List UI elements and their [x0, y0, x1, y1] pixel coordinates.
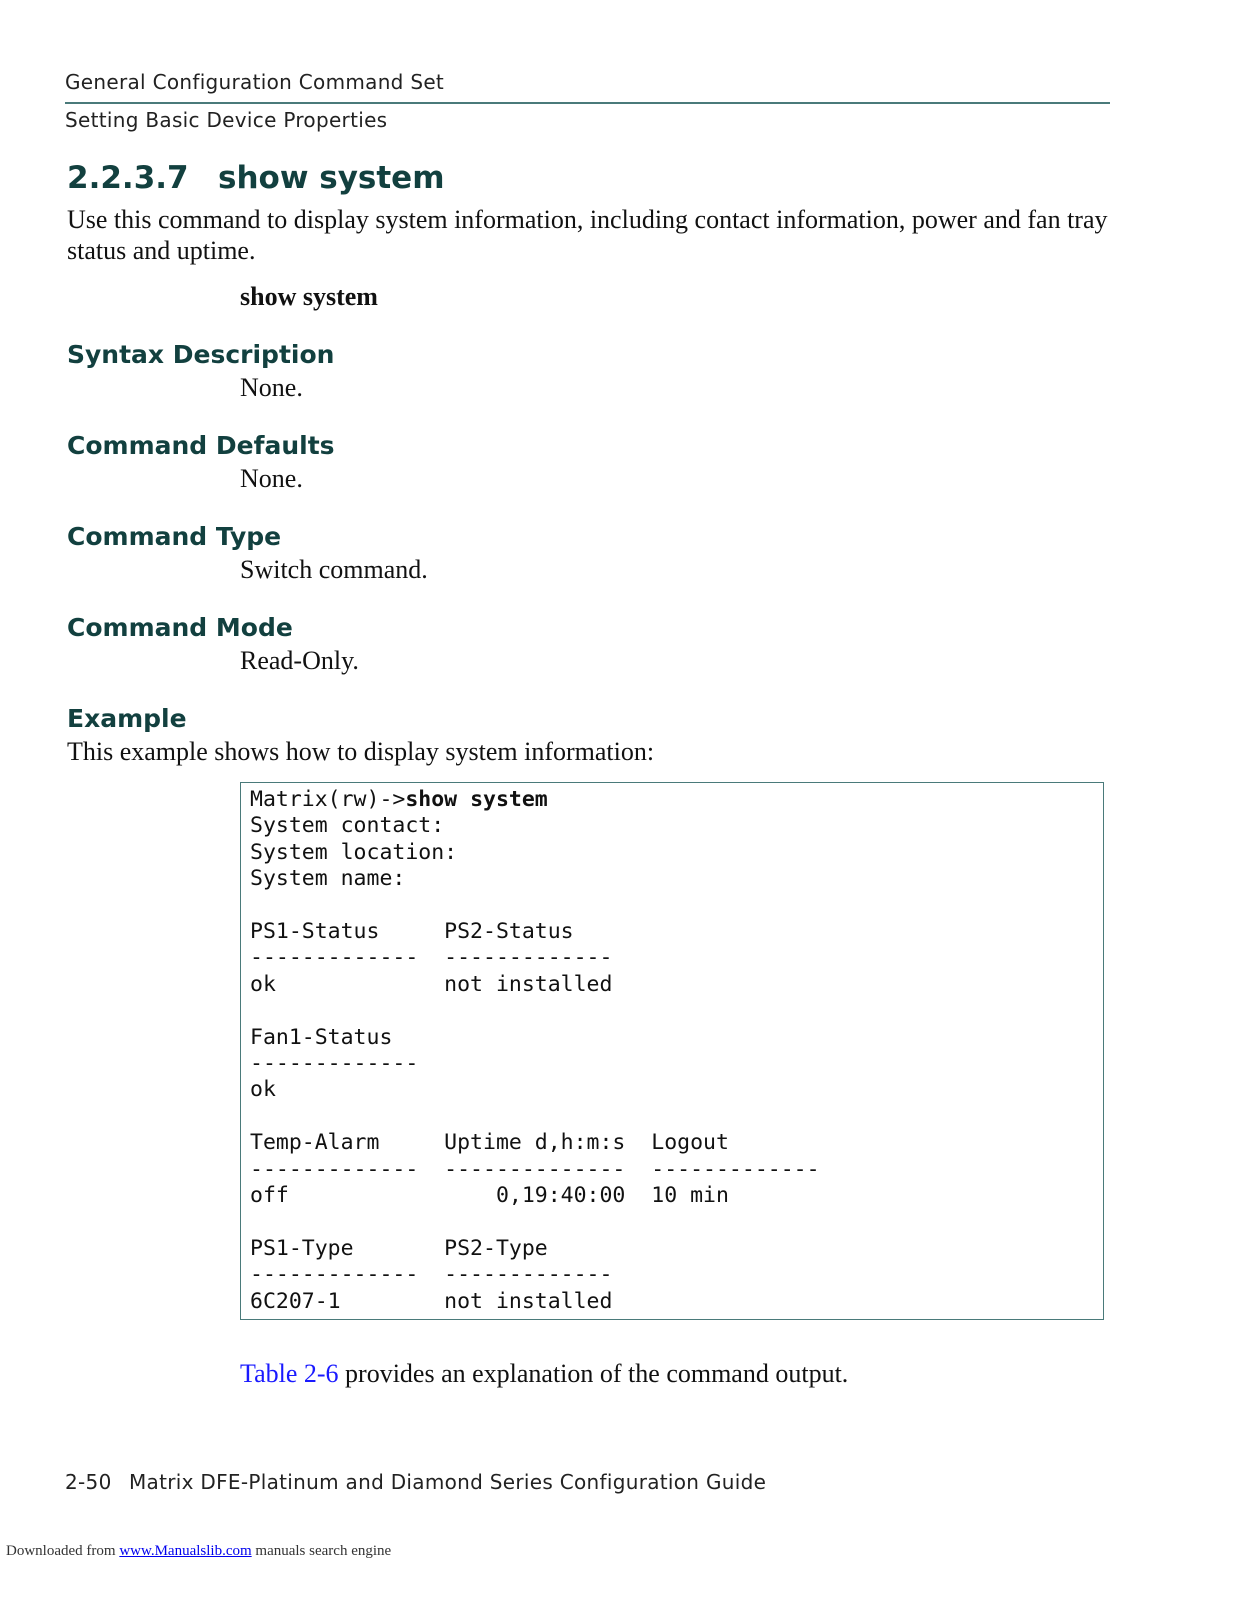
command-type-heading: Command Type: [67, 522, 282, 551]
command-mode-heading: Command Mode: [67, 613, 293, 642]
syntax-description-text: None.: [240, 373, 303, 402]
download-line: [6, 1543, 391, 1560]
code-prompt: Matrix(rw)->: [250, 787, 406, 812]
example-text: This example shows how to display system information:: [67, 737, 655, 766]
code-example: [250, 787, 820, 1315]
download-suffix: manuals search engine: [251, 1543, 392, 1559]
section-title: show system: [218, 160, 445, 196]
example-heading: Example: [67, 704, 187, 733]
download-prefix: Downloaded from: [6, 1543, 120, 1559]
table-2-6-link[interactable]: Table 2-6: [240, 1359, 339, 1388]
command-type-text: Switch command.: [240, 555, 428, 584]
section-number: 2.2.3.7: [67, 160, 189, 196]
intro-paragraph: Use this command to display system information, including contact information, power and fan tray status and uptime.: [67, 205, 1108, 265]
command-defaults-heading: Command Defaults: [67, 431, 335, 460]
running-header-chapter: General Configuration Command Set: [65, 70, 445, 94]
command-defaults-text: None.: [240, 464, 303, 493]
header-rule: [65, 102, 1110, 104]
running-header-section: Setting Basic Device Properties: [65, 108, 388, 132]
syntax-description-heading: Syntax Description: [67, 340, 335, 369]
syntax-command: show system: [240, 282, 378, 311]
table-reference-text: provides an explanation of the command output.: [338, 1359, 849, 1388]
code-command: show system: [405, 787, 548, 812]
table-reference: [240, 1359, 848, 1389]
manualslib-link[interactable]: www.Manualslib.com: [119, 1543, 252, 1559]
footer-title: Matrix DFE-Platinum and Diamond Series Configuration Guide: [129, 1470, 767, 1494]
code-output: System contact: System location: System name: PS1-Status PS2-Status ------------- ------------- ok not installed Fan1-Status ------------- ok Temp-Alarm Uptime d,h:m:s Logout ------------- -------------- ------------- off 0,19:40:00 10 min PS1-Type PS2-Type ------------- ------------- 6C207-1 not installed: [250, 813, 820, 1314]
command-mode-text: Read-Only.: [240, 646, 359, 675]
page-number: 2-50: [65, 1470, 112, 1494]
